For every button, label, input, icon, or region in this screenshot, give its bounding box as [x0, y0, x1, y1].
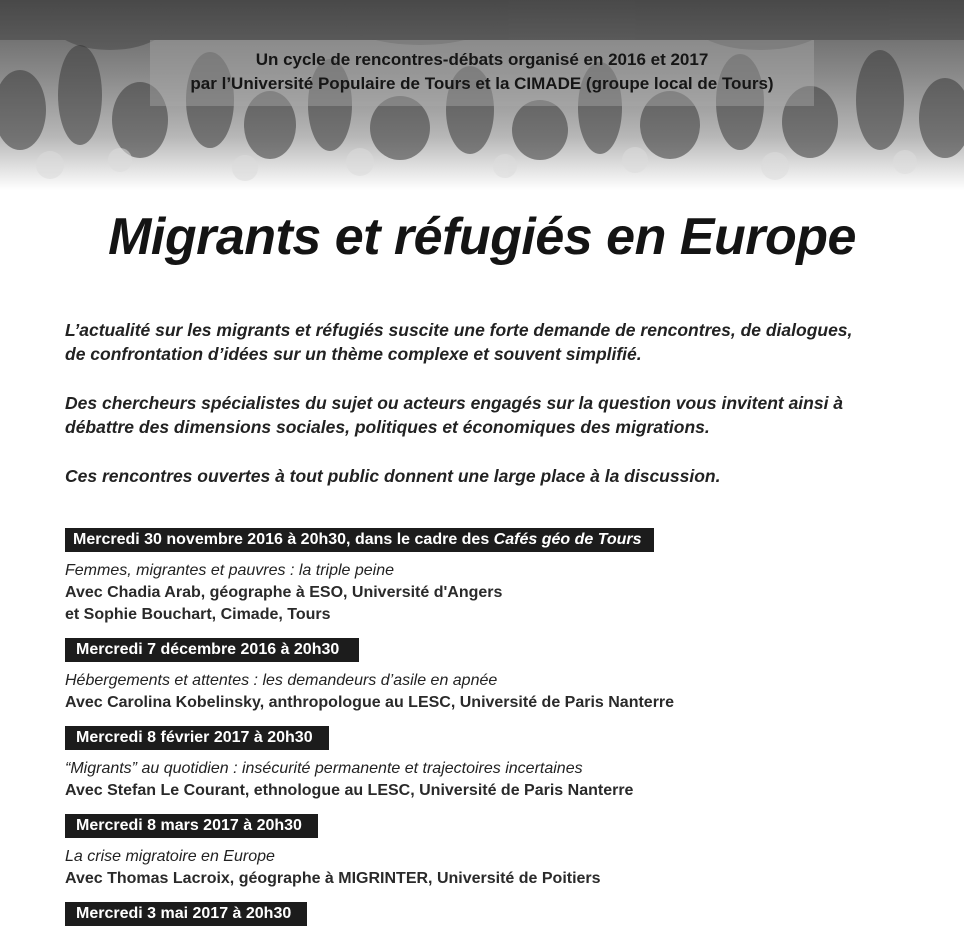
- event-date: Mercredi 8 février 2017 à 20h30: [76, 729, 313, 746]
- event-date: Mercredi 30 novembre 2016 à 20h30, dans le cadre des: [73, 531, 494, 548]
- intro-paragraph-1: [65, 318, 935, 366]
- banner-line-1: Un cycle de rencontres-débats organisé en 2016 et 2017: [255, 50, 709, 69]
- intro-text: [65, 318, 935, 513]
- event-date: Mercredi 7 décembre 2016 à 20h30: [76, 641, 340, 658]
- event-speaker-2: et Sophie Bouchart, Cimade, Tours: [65, 606, 331, 623]
- event-title: Hébergements et attentes : les demandeurs d’asile en apnée: [65, 672, 498, 689]
- intro-p1-line1: L’actualité sur les migrants et réfugiés suscite une forte demande de rencontres, de dialogues,: [65, 320, 853, 340]
- event-date-bar: [65, 528, 654, 552]
- event-speaker: Avec Chadia Arab, géographe à ESO, Université d'Angers: [65, 584, 503, 601]
- event-title: Femmes, migrantes et pauvres : la triple peine: [65, 562, 395, 579]
- banner-line-2: par l’Université Populaire de Tours et la CIMADE (groupe local de Tours): [190, 74, 774, 93]
- event-5: [65, 902, 307, 926]
- event-3: [65, 726, 633, 802]
- event-date-bar: [65, 814, 318, 838]
- event-1: [65, 528, 654, 626]
- event-date: Mercredi 3 mai 2017 à 20h30: [76, 905, 292, 922]
- intro-p2-line1: Des chercheurs spécialistes du sujet ou acteurs engagés sur la question vous invitent ainsi à: [65, 393, 844, 413]
- event-date-bar: [65, 638, 359, 662]
- page-title: Migrants et réfugiés en Europe: [108, 208, 856, 266]
- event-2: [65, 638, 674, 714]
- event-4: [65, 814, 601, 890]
- event-date-bar: [65, 726, 329, 750]
- header-banner: [0, 0, 964, 190]
- event-date: Mercredi 8 mars 2017 à 20h30: [76, 817, 302, 834]
- event-speaker: Avec Stefan Le Courant, ethnologue au LESC, Université de Paris Nanterre: [65, 782, 634, 799]
- intro-p1-line2: de confrontation d’idées sur un thème complexe et souvent simplifié.: [65, 344, 642, 364]
- intro-paragraph-3: Ces rencontres ouvertes à tout public donnent une large place à la discussion.: [65, 466, 721, 486]
- event-date-venue: Cafés géo de Tours: [493, 531, 642, 548]
- event-speaker: Avec Thomas Lacroix, géographe à MIGRINTER, Université de Poitiers: [65, 870, 601, 887]
- event-title: La crise migratoire en Europe: [65, 848, 275, 865]
- event-title: “Migrants” au quotidien : insécurité permanente et trajectoires incertaines: [65, 760, 583, 777]
- intro-paragraph-2: [65, 391, 935, 439]
- event-date-bar: [65, 902, 307, 926]
- intro-p2-line2: débattre des dimensions sociales, politiques et économiques des migrations.: [65, 417, 710, 437]
- event-speaker: Avec Carolina Kobelinsky, anthropologue au LESC, Université de Paris Nanterre: [65, 694, 675, 711]
